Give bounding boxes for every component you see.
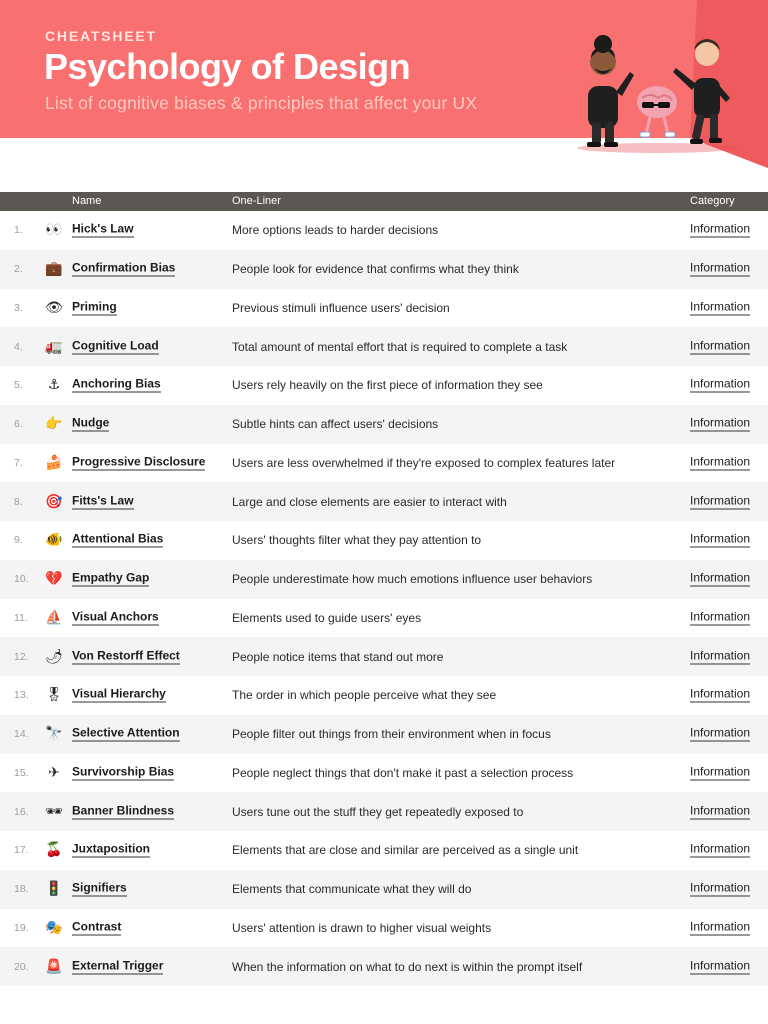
page-subtitle: List of cognitive biases & principles that affect your UX bbox=[45, 93, 478, 113]
row-number: 15. bbox=[14, 766, 29, 779]
category-link[interactable]: Information bbox=[690, 299, 751, 314]
bias-link-visual-anchors[interactable]: Visual Anchors bbox=[72, 609, 159, 624]
one-liner-text: Users tune out the stuff they get repeatedly exposed to bbox=[232, 804, 524, 819]
one-liner-text: Elements used to guide users' eyes bbox=[232, 610, 422, 625]
bias-link-confirmation-bias[interactable]: Confirmation Bias bbox=[72, 260, 176, 275]
telescope-icon: 🔭 bbox=[45, 726, 63, 743]
category-link[interactable]: Information bbox=[690, 415, 751, 430]
one-liner-text: Users are less overwhelmed if they're exposed to complex features later bbox=[232, 455, 616, 470]
table-row bbox=[0, 676, 768, 715]
category-link[interactable]: Information bbox=[690, 648, 751, 663]
row-number: 5. bbox=[14, 379, 23, 392]
bias-link-cognitive-load[interactable]: Cognitive Load bbox=[72, 338, 159, 353]
one-liner-text: Large and close elements are easier to interact with bbox=[232, 494, 507, 509]
table-row bbox=[0, 327, 768, 366]
page-title: Psychology of Design bbox=[44, 46, 411, 87]
table-row bbox=[0, 792, 768, 831]
row-number: 8. bbox=[14, 495, 23, 508]
bias-link-signifiers[interactable]: Signifiers bbox=[72, 880, 127, 895]
table-row bbox=[0, 444, 768, 483]
one-liner-text: People filter out things from their environment when in focus bbox=[232, 727, 551, 742]
bias-link-hicks-law[interactable]: Hick's Law bbox=[72, 221, 134, 236]
eye-icon: 👁 bbox=[45, 299, 63, 316]
bias-table bbox=[0, 211, 768, 986]
category-link[interactable]: Information bbox=[690, 880, 751, 895]
one-liner-text: Elements that are close and similar are perceived as a single unit bbox=[232, 843, 579, 858]
category-link[interactable]: Information bbox=[690, 686, 751, 701]
table-row bbox=[0, 482, 768, 521]
category-link[interactable]: Information bbox=[690, 454, 751, 469]
row-number: 20. bbox=[14, 960, 29, 973]
row-number: 13. bbox=[14, 689, 29, 702]
column-header-name: Name bbox=[72, 195, 102, 207]
one-liner-text: Total amount of mental effort that is required to complete a task bbox=[232, 339, 568, 354]
category-link[interactable]: Information bbox=[690, 609, 751, 624]
bias-link-selective-attention[interactable]: Selective Attention bbox=[72, 725, 180, 740]
target-icon: 🎯 bbox=[45, 493, 63, 510]
traffic-light-icon: 🚦 bbox=[45, 881, 63, 898]
mascot-illustration bbox=[572, 22, 742, 157]
eyes-icon: 👀 bbox=[45, 222, 63, 239]
bias-link-von-restorff-effect[interactable]: Von Restorff Effect bbox=[72, 648, 180, 663]
table-row bbox=[0, 637, 768, 676]
category-link[interactable]: Information bbox=[690, 221, 751, 236]
one-liner-text: People underestimate how much emotions influence user behaviors bbox=[232, 572, 593, 587]
truck-icon: 🚛 bbox=[45, 338, 63, 355]
table-row bbox=[0, 715, 768, 754]
column-header-one-liner: One-Liner bbox=[232, 195, 281, 207]
bias-link-visual-hierarchy[interactable]: Visual Hierarchy bbox=[72, 686, 166, 701]
alarm-light-icon: 🚨 bbox=[45, 958, 63, 975]
airplane-icon: ✈ bbox=[48, 764, 60, 781]
row-number: 17. bbox=[14, 844, 29, 857]
row-number: 10. bbox=[14, 573, 29, 586]
category-link[interactable]: Information bbox=[690, 260, 751, 275]
row-number: 2. bbox=[14, 263, 23, 276]
bias-link-empathy-gap[interactable]: Empathy Gap bbox=[72, 570, 150, 585]
one-liner-text: Users rely heavily on the first piece of information they see bbox=[232, 378, 543, 393]
row-number: 9. bbox=[14, 534, 23, 547]
eyebrow-label: CHEATSHEET bbox=[45, 28, 157, 44]
row-number: 1. bbox=[14, 224, 23, 237]
one-liner-text: People notice items that stand out more bbox=[232, 649, 444, 664]
one-liner-text: Subtle hints can affect users' decisions bbox=[232, 417, 439, 432]
sunglasses-icon: 🕶 bbox=[45, 803, 63, 820]
one-liner-text: Previous stimuli influence users' decision bbox=[232, 300, 450, 315]
row-number: 3. bbox=[14, 301, 23, 314]
row-number: 4. bbox=[14, 340, 23, 353]
one-liner-text: Users' thoughts filter what they pay attention to bbox=[232, 533, 482, 548]
briefcase-icon: 💼 bbox=[45, 261, 63, 278]
category-link[interactable]: Information bbox=[690, 803, 751, 818]
bias-link-progressive-disclosure[interactable]: Progressive Disclosure bbox=[72, 454, 206, 469]
header-banner bbox=[0, 0, 768, 170]
sailboat-icon: ⛵ bbox=[45, 609, 63, 626]
row-number: 6. bbox=[14, 418, 23, 431]
mascot-right-figure bbox=[673, 39, 730, 144]
table-row bbox=[0, 560, 768, 599]
category-link[interactable]: Information bbox=[690, 841, 751, 856]
bias-link-juxtaposition[interactable]: Juxtaposition bbox=[72, 841, 151, 856]
bias-link-priming[interactable]: Priming bbox=[72, 299, 117, 314]
one-liner-text: People neglect things that don't make it past a selection process bbox=[232, 765, 574, 780]
category-link[interactable]: Information bbox=[690, 764, 751, 779]
one-liner-text: People look for evidence that confirms what they think bbox=[232, 262, 519, 277]
category-link[interactable]: Information bbox=[690, 958, 751, 973]
cake-icon: 🍰 bbox=[45, 454, 63, 471]
table-row bbox=[0, 947, 768, 986]
medal-icon: 🎖 bbox=[45, 687, 63, 704]
category-link[interactable]: Information bbox=[690, 493, 751, 508]
fish-icon: 🐠 bbox=[45, 532, 63, 549]
category-link[interactable]: Information bbox=[690, 531, 751, 546]
mascot-brain bbox=[637, 86, 677, 137]
bias-link-external-trigger[interactable]: External Trigger bbox=[72, 958, 164, 973]
one-liner-text: When the information on what to do next is within the prompt itself bbox=[232, 959, 583, 974]
masks-icon: 🎭 bbox=[45, 919, 63, 936]
table-row bbox=[0, 366, 768, 405]
bias-link-nudge[interactable]: Nudge bbox=[72, 415, 110, 430]
bias-link-anchoring-bias[interactable]: Anchoring Bias bbox=[72, 376, 161, 391]
category-link[interactable]: Information bbox=[690, 725, 751, 740]
table-row bbox=[0, 754, 768, 793]
one-liner-text: Users' attention is drawn to higher visual weights bbox=[232, 920, 492, 935]
row-number: 16. bbox=[14, 805, 29, 818]
category-link[interactable]: Information bbox=[690, 376, 751, 391]
row-number: 12. bbox=[14, 650, 29, 663]
table-header bbox=[0, 192, 768, 211]
bias-link-attentional-bias[interactable]: Attentional Bias bbox=[72, 531, 164, 546]
anchor-icon: ⚓ bbox=[47, 377, 61, 394]
chili-pepper-icon: 🌶 bbox=[45, 648, 63, 665]
one-liner-text: More options leads to harder decisions bbox=[232, 223, 439, 238]
cherries-icon: 🍒 bbox=[45, 842, 63, 859]
bias-link-banner-blindness[interactable]: Banner Blindness bbox=[72, 803, 175, 818]
table-row bbox=[0, 521, 768, 560]
table-row bbox=[0, 405, 768, 444]
row-number: 11. bbox=[14, 611, 28, 624]
row-number: 14. bbox=[14, 728, 29, 741]
pointing-hand-icon: 👉 bbox=[45, 416, 63, 433]
column-header-category: Category bbox=[690, 195, 735, 207]
table-row bbox=[0, 870, 768, 909]
bias-link-contrast[interactable]: Contrast bbox=[72, 919, 122, 934]
table-row bbox=[0, 289, 768, 328]
table-row bbox=[0, 831, 768, 870]
bias-link-survivorship-bias[interactable]: Survivorship Bias bbox=[72, 764, 175, 779]
category-link[interactable]: Information bbox=[690, 919, 751, 934]
mascot-left-figure bbox=[587, 35, 634, 147]
table-row bbox=[0, 250, 768, 289]
table-row bbox=[0, 909, 768, 948]
table-row bbox=[0, 211, 768, 250]
one-liner-text: The order in which people perceive what they see bbox=[232, 688, 497, 703]
row-number: 18. bbox=[14, 883, 29, 896]
table-row bbox=[0, 599, 768, 638]
category-link[interactable]: Information bbox=[690, 338, 751, 353]
bias-link-fitts-law[interactable]: Fitts's Law bbox=[72, 493, 134, 508]
row-number: 19. bbox=[14, 921, 29, 934]
one-liner-text: Elements that communicate what they will do bbox=[232, 882, 472, 897]
broken-heart-icon: 💔 bbox=[45, 571, 63, 588]
row-number: 7. bbox=[14, 456, 23, 469]
category-link[interactable]: Information bbox=[690, 570, 751, 585]
